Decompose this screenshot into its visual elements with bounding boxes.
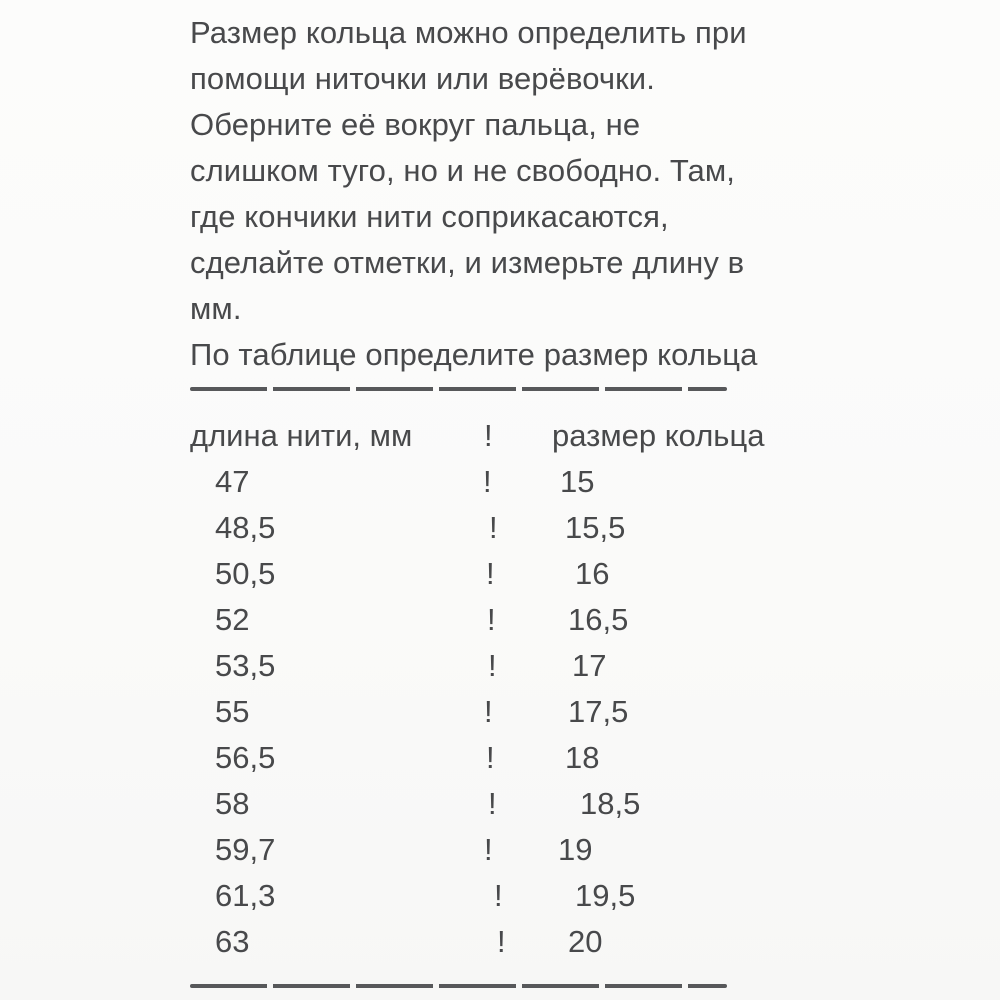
table-row <box>190 597 770 643</box>
row-separator: ! <box>488 786 497 821</box>
header-separator: ! <box>484 418 493 453</box>
table-row <box>190 735 770 781</box>
ring-size-value: 19,5 <box>575 878 636 913</box>
length-value: 47 <box>215 464 250 499</box>
intro-line-4: слишком туго, но и не свободно. Там, <box>190 153 736 188</box>
row-separator: ! <box>484 832 493 867</box>
intro-line-7: мм. <box>190 291 242 326</box>
table-row <box>190 827 770 873</box>
table-row <box>190 459 770 505</box>
table-row <box>190 505 770 551</box>
length-value: 55 <box>215 694 250 729</box>
row-separator: ! <box>486 740 495 775</box>
row-separator: ! <box>488 648 497 683</box>
table-row <box>190 919 770 965</box>
ring-size-value: 18 <box>565 740 600 775</box>
length-value: 56,5 <box>215 740 276 775</box>
divider-bottom <box>190 984 727 988</box>
row-separator: ! <box>489 510 498 545</box>
intro-line-3: Оберните её вокруг пальца, не <box>190 107 641 142</box>
length-value: 58 <box>215 786 250 821</box>
intro-line-6: сделайте отметки, и измерьте длину в <box>190 245 745 280</box>
length-value: 48,5 <box>215 510 276 545</box>
intro-line-5: где кончики нити соприкасаются, <box>190 199 669 234</box>
length-value: 63 <box>215 924 250 959</box>
ring-size-value: 16 <box>575 556 610 591</box>
length-value: 59,7 <box>215 832 276 867</box>
table-row <box>190 643 770 689</box>
length-value: 50,5 <box>215 556 276 591</box>
ring-size-value: 15 <box>560 464 595 499</box>
table-hint: По таблице определите размер кольца <box>190 337 758 372</box>
length-value: 61,3 <box>215 878 276 913</box>
divider-top <box>190 387 727 391</box>
row-separator: ! <box>484 694 493 729</box>
header-length-label: длина нити, мм <box>190 418 413 453</box>
text-content <box>190 0 770 988</box>
table-header <box>190 413 770 459</box>
table-row <box>190 551 770 597</box>
row-separator: ! <box>497 924 506 959</box>
table-body <box>190 459 770 965</box>
row-separator: ! <box>487 602 496 637</box>
row-separator: ! <box>494 878 503 913</box>
intro-line-2: помощи ниточки или верёвочки. <box>190 61 655 96</box>
ring-size-value: 20 <box>568 924 603 959</box>
table-row <box>190 781 770 827</box>
table-row <box>190 689 770 735</box>
ring-size-value: 16,5 <box>568 602 629 637</box>
length-value: 52 <box>215 602 250 637</box>
row-separator: ! <box>483 464 492 499</box>
table-row <box>190 873 770 919</box>
length-value: 53,5 <box>215 648 276 683</box>
header-size-label: размер кольца <box>552 418 765 453</box>
ring-size-value: 15,5 <box>565 510 626 545</box>
ring-size-value: 19 <box>558 832 593 867</box>
intro-line-1: Размер кольца можно определить при <box>190 15 747 50</box>
ring-size-value: 17,5 <box>568 694 629 729</box>
ring-size-value: 17 <box>572 648 607 683</box>
row-separator: ! <box>486 556 495 591</box>
ring-size-value: 18,5 <box>580 786 641 821</box>
